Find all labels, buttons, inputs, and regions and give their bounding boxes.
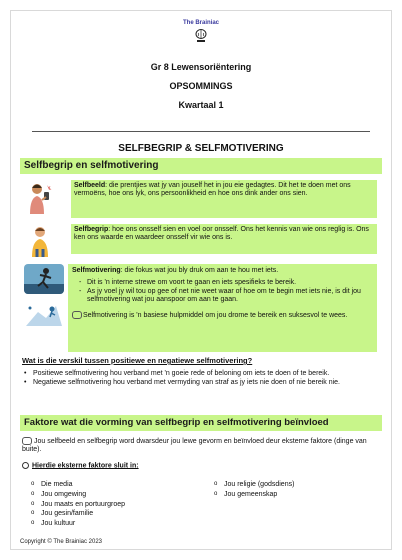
- list-item: o Jou omgewing: [30, 490, 200, 500]
- list-item: • Negatiewe selfmotivering hou verband met vermyding van straf as jy iets nie doen of nie bereik nie.: [22, 379, 378, 388]
- selfbegrip-text: : hoe ons onsself sien en voel oor onsself. Ons het kennis van wie ons reglig is. Ons ken ons waarde en waardeer onsself vir wie ons is.: [74, 226, 369, 242]
- selfbeeld-term: Selfbeeld: [74, 182, 106, 189]
- selfie-person-icon: [27, 180, 53, 216]
- section-title: SELFBEGRIP & SELFMOTIVERING: [118, 143, 284, 154]
- list-item: o Jou gesin/familie: [30, 509, 200, 519]
- selfbegrip-term: Selfbegrip: [74, 226, 109, 233]
- selfmotivering-term: Selfmotivering: [72, 267, 121, 274]
- list-item: • Positiewe selfmotivering hou verband met 'n goeie rede of beloning om iets te doen of te bereik.: [22, 370, 378, 379]
- list-item: - As jy voel jy wil tou op gee of net nie weet waar of hoe om te begin met iets nie, is dit jou selfmotivering wat jou aanspoor om aan te gaan.: [76, 288, 373, 305]
- selfmotivering-points: [76, 279, 373, 304]
- topic-title: OPSOMMINGS: [169, 81, 233, 91]
- factors-heading-block: [22, 462, 322, 469]
- runner-icon: [24, 264, 64, 294]
- person-thinking-icon: [28, 223, 52, 259]
- factors-left-list: [30, 480, 200, 529]
- difference-question: Wat is die verskil tussen positiewe en negatiewe selfmotivering?: [22, 356, 253, 365]
- footer-copyright: Copyright © The Brainiac 2023: [20, 539, 103, 545]
- selfbeeld-text: : die prentjies wat jy van jouself het in jou eie gedagtes. Dit het te doen met ons vermoëns, hoe ons lyk, ons persoonlikheid en hoe ons dink ander ons sien.: [74, 182, 351, 198]
- magnifier-icon: [22, 462, 29, 469]
- brand-name: The Brainiac: [182, 20, 219, 26]
- selfbeeld-box: [71, 180, 377, 218]
- climber-icon: [24, 302, 64, 328]
- list-item: o Jou religie (godsdiens): [213, 480, 373, 490]
- selfbegrip-box: [71, 224, 377, 254]
- speech-bubble-icon: [72, 311, 82, 319]
- list-item: o Jou kultuur: [30, 519, 200, 529]
- divider: [32, 131, 370, 132]
- selfmotivering-text: : die fokus wat jou bly druk om aan te hou met iets.: [120, 267, 279, 274]
- list-item: - Dit is 'n interne strewe om voort te gaan en iets spesifieks te bereik.: [76, 279, 373, 287]
- list-item: o Die media: [30, 480, 200, 490]
- section2-heading: Faktore wat die vorming van selfbegrip en selfmotivering beïnvloed: [20, 415, 382, 431]
- section2-intro-block: [22, 437, 378, 455]
- difference-list: [22, 370, 378, 387]
- factors-right-list: [213, 480, 373, 500]
- section2-intro: Jou selfbeeld en selfbegrip word dwarsdeur jou lewe gevorm en beïnvloed deur eksterne faktore (dinge van buite).: [22, 437, 367, 454]
- brain-logo-icon: [195, 28, 207, 44]
- section1-heading: Selfbegrip en selfmotivering: [20, 158, 382, 174]
- term-label: Kwartaal 1: [178, 100, 224, 110]
- grade-subject: Gr 8 Lewensoriëntering: [150, 62, 252, 72]
- speech-bubble-icon: [22, 437, 32, 445]
- list-item: o Jou maats en portuurgroep: [30, 500, 200, 510]
- list-item: o Jou gemeenskap: [213, 490, 373, 500]
- selfmotivering-tip: Selfmotivering is 'n basiese hulpmiddel om jou drome te bereik en suksesvol te wees.: [83, 311, 348, 319]
- factors-heading: Hierdie eksterne faktore sluit in:: [32, 462, 139, 470]
- selfmotivering-box: [68, 264, 377, 352]
